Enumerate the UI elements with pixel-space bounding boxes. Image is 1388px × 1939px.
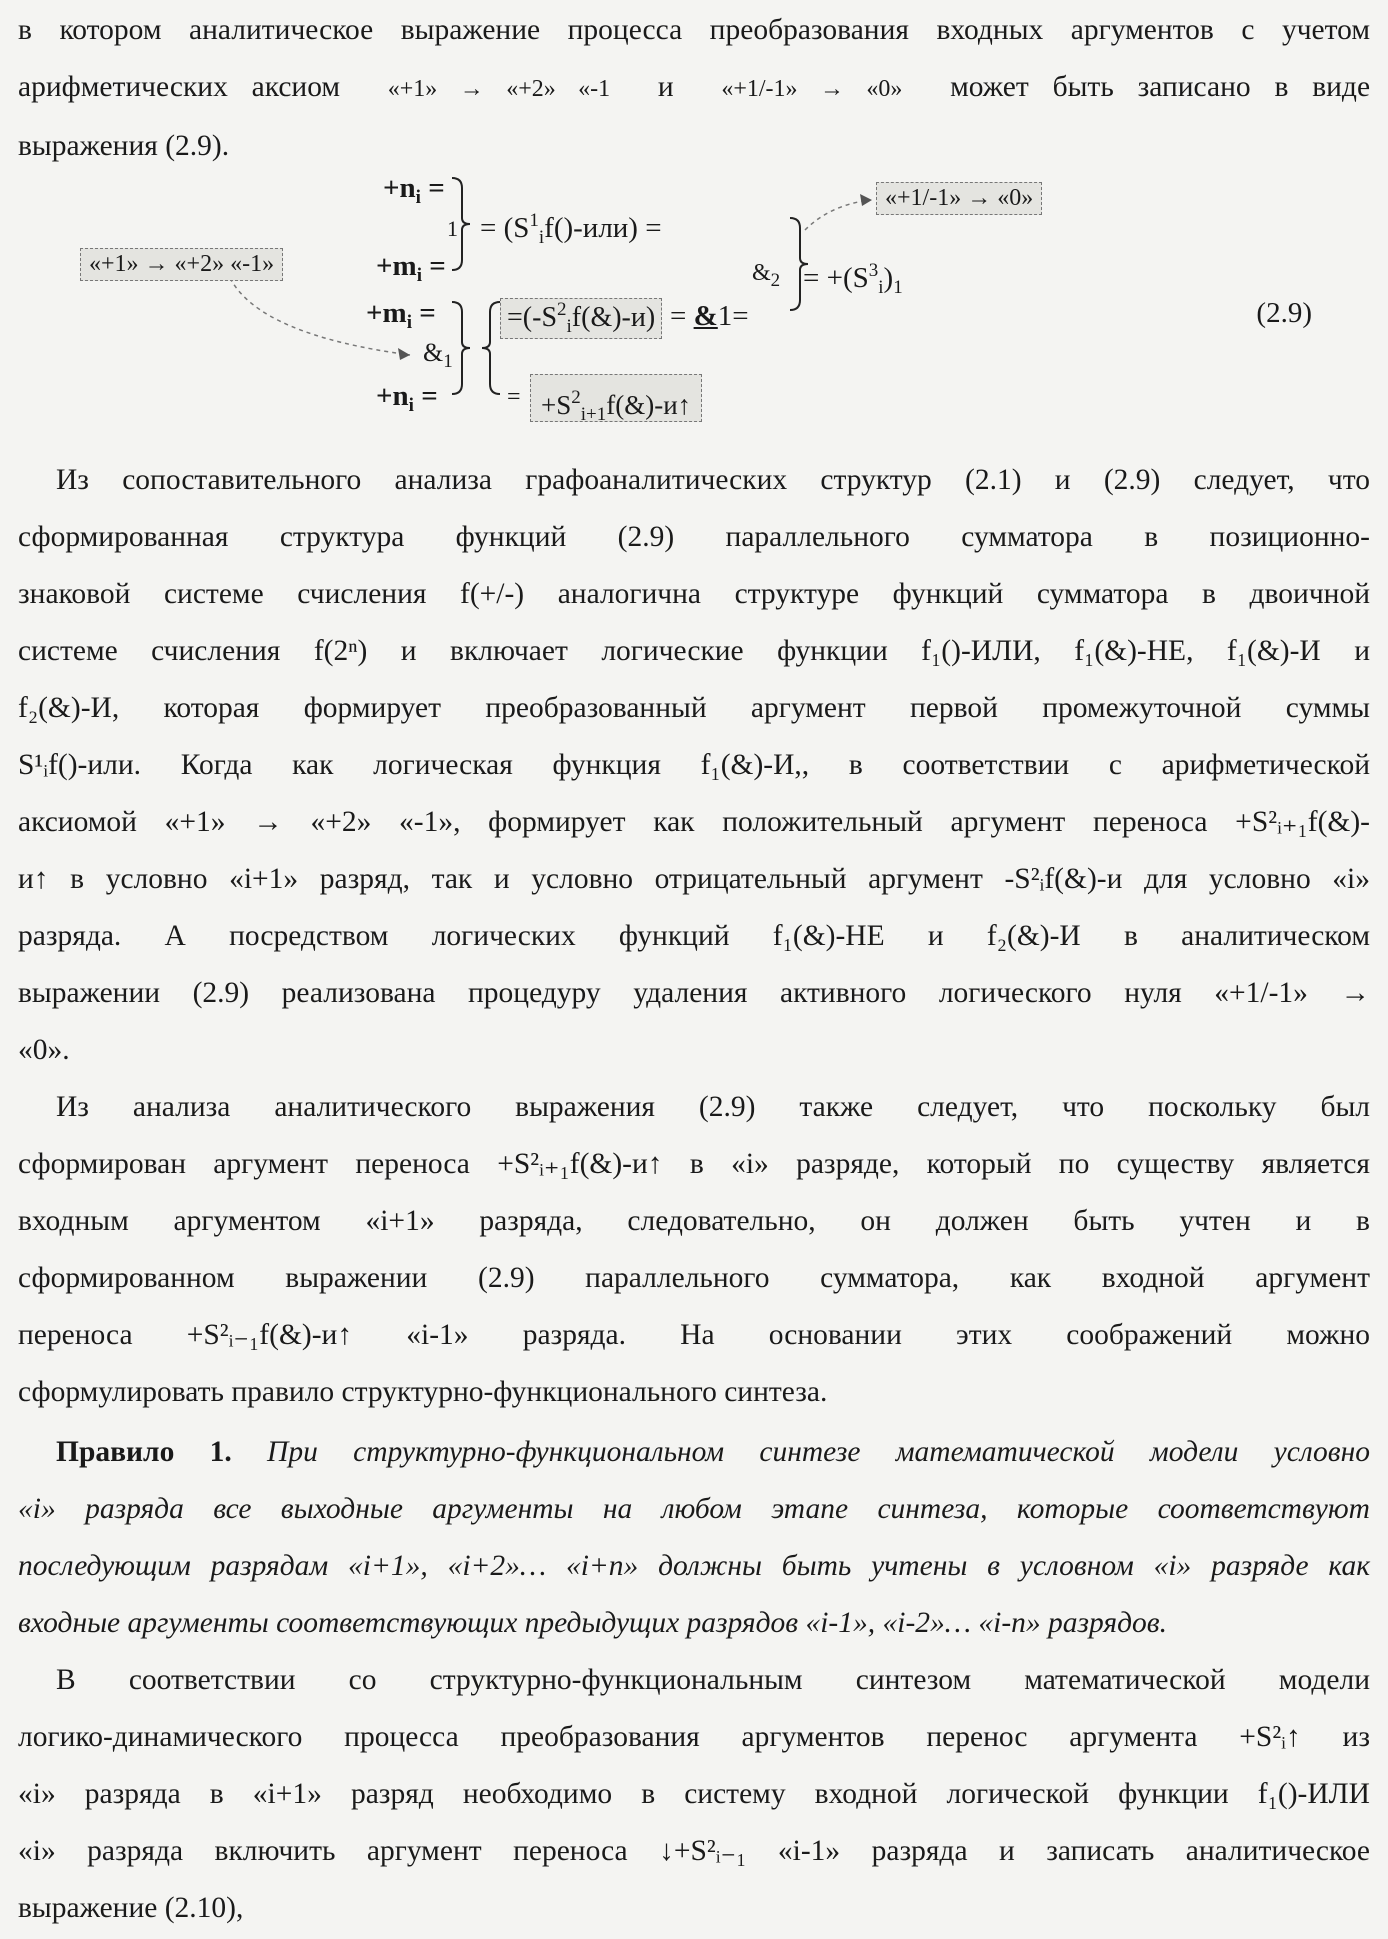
equation-number: (2.9) (1256, 297, 1312, 330)
text-line: Правило 1. При структурно-функциональном синтезе математической модели условно (18, 1424, 1370, 1481)
text-line: сформированном выражении (2.9) параллельного сумматора, как входной аргумент (18, 1250, 1370, 1307)
text-line: «i» разряда все выходные аргументы на любом этапе синтеза, которые соответствуют (18, 1481, 1370, 1538)
text-line: «i» разряда в «i+1» разряд необходимо в систему входной логической функции f₁()-ИЛИ (18, 1766, 1370, 1823)
or-expression: = (S1if()-или) = (480, 210, 662, 249)
text-line: и↑ в условно «i+1» разряд, так и условно отрицательный аргумент -S²ᵢf(&)-и для условно «i» (18, 851, 1370, 908)
text-line: системе счисления f(2ⁿ) и включает логические функции f₁()-ИЛИ, f₁(&)-НЕ, f₁(&)-И и (18, 623, 1370, 680)
text-line: Из сопоставительного анализа графоаналитических структур (2.1) и (2.9) следует, что (18, 452, 1370, 509)
text-line: сформулировать правило структурно-функционального синтеза. (18, 1364, 1370, 1421)
axiom-box-top: «+1/-1» → «0» (876, 182, 1042, 215)
text-line: сформированная структура функций (2.9) параллельного сумматора в позиционно- (18, 509, 1370, 566)
rule-label: Правило 1. (56, 1436, 232, 1468)
and-equals: = &1= (670, 300, 749, 333)
text-line: входным аргументом «i+1» разряда, следовательно, он должен быть учтен и в (18, 1193, 1370, 1250)
text-line: последующим разрядам «i+1», «i+2»… «i+n» должны быть учтены в условном «i» разряде как (18, 1538, 1370, 1595)
arrow-head (860, 194, 872, 206)
text-line: «0». (18, 1022, 1370, 1079)
formula-2-9 (0, 160, 1388, 450)
synthesis-paragraph (18, 1652, 1370, 1937)
conclusion-paragraph (18, 1079, 1370, 1421)
rule-paragraph (18, 1424, 1370, 1652)
document-page (0, 0, 1388, 1939)
intro-paragraph (18, 2, 1370, 175)
and-2-label: &2 (752, 260, 780, 292)
text-line: выражение (2.10), (18, 1880, 1370, 1937)
index-1: 1 (447, 216, 458, 242)
text-line: разряда. А посредством логических функций f₁(&)-НЕ и f₂(&)-И в аналитическом (18, 908, 1370, 965)
and-1-label: &1 (423, 338, 453, 373)
text-line: аксиомой «+1» → «+2» «-1», формирует как положительный аргумент переноса +S²ᵢ₊₁f(&)- (18, 794, 1370, 851)
text-line: выражения (2.9). (18, 118, 1370, 175)
brace-4 (482, 302, 500, 394)
dashed-arrow-top (805, 200, 870, 230)
axiom-box-left: «+1» → «+2» «-1» (80, 248, 283, 281)
text-line: в котором аналитическое выражение процесса преобразования входных аргументов с учетом (18, 2, 1370, 59)
and-expression-box: =(-S2if(&)-и) (500, 298, 662, 339)
text-line: Из анализа аналитического выражения (2.9) также следует, что поскольку был (18, 1079, 1370, 1136)
text-line: «i» разряда включить аргумент переноса ↓+S²ᵢ₋₁ «i-1» разряда и записать аналитическое (18, 1823, 1370, 1880)
text-line: f₂(&)-И, которая формирует преобразованный аргумент первой промежуточной суммы (18, 680, 1370, 737)
carry-expression-box: +S2i+1f(&)-и↑ (530, 374, 702, 422)
text-line: входные аргументы соответствующих предыдущих разрядов «i-1», «i-2»… «i-n» разрядов. (18, 1595, 1370, 1652)
analysis-paragraph (18, 452, 1370, 1079)
n-i-bottom: +ni = (376, 380, 438, 417)
text-line: арифметических аксиом «+1» → «+2» «-1 и «+1/-1» → «0» может быть записано в виде (18, 59, 1370, 118)
arrow-head (398, 348, 410, 360)
brace-3 (452, 302, 470, 394)
m-i-top: +mi = (376, 250, 446, 287)
n-i-top: +ni = (383, 172, 445, 209)
m-i-bottom: +mi = (366, 297, 436, 334)
text-line: В соответствии со структурно-функциональным синтезом математической модели (18, 1652, 1370, 1709)
text-line: логико-динамического процесса преобразования аргументов перенос аргумента +S²ᵢ↑ из (18, 1709, 1370, 1766)
text-line: выражении (2.9) реализована процедуру удаления активного логического нуля «+1/-1» → (18, 965, 1370, 1022)
text-line: сформирован аргумент переноса +S²ᵢ₊₁f(&)-и↑ в «i» разряде, который по существу является (18, 1136, 1370, 1193)
result-expression: = +(S3i)1 (803, 260, 903, 299)
carry-equals: = (507, 384, 521, 411)
text-line: S¹ᵢf()-или. Когда как логическая функция f₁(&)-И,, в соответствии с арифметической (18, 737, 1370, 794)
text-line: знаковой системе счисления f(+/-) аналогична структуре функций сумматора в двоичной (18, 566, 1370, 623)
text-line: переноса +S²ᵢ₋₁f(&)-и↑ «i-1» разряда. На основании этих соображений можно (18, 1307, 1370, 1364)
